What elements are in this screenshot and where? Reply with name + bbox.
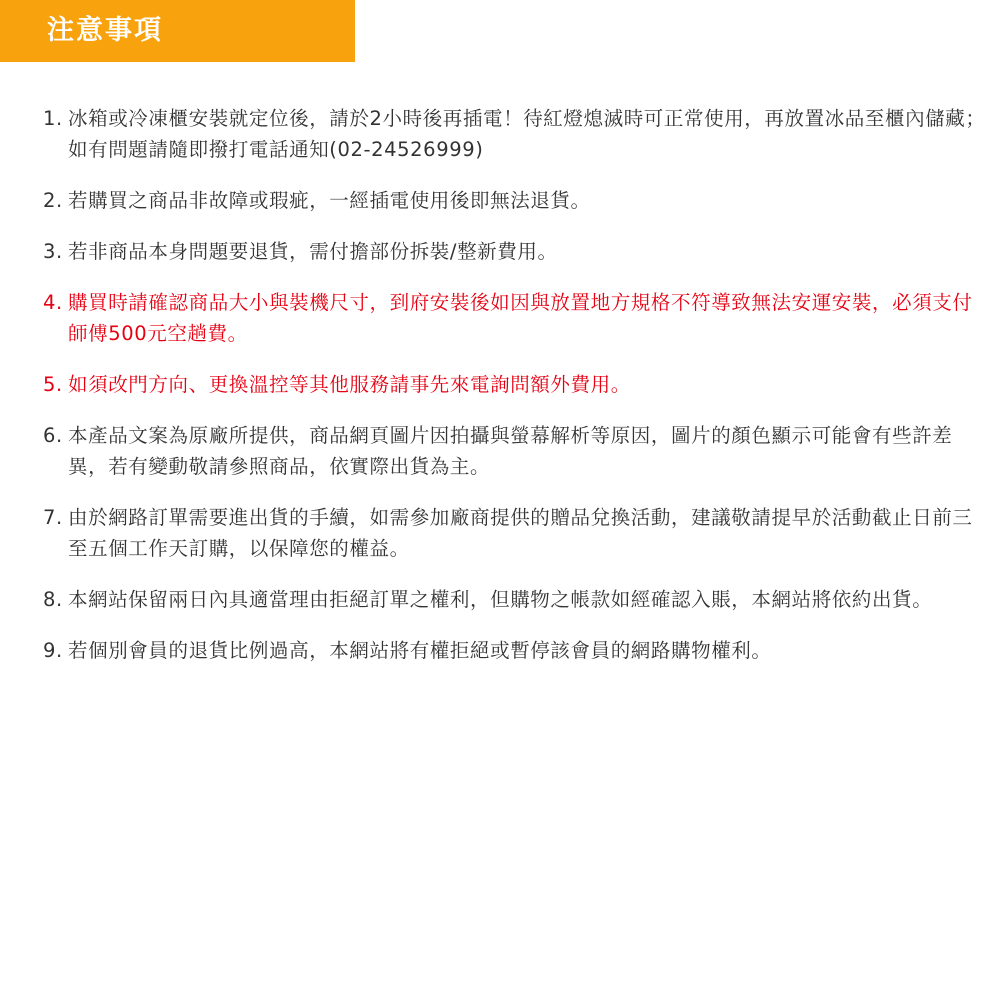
note-text: 如須改門方向、更換溫控等其他服務請事先來電詢問額外費用。 <box>68 373 631 396</box>
note-item-2 <box>0 185 1000 216</box>
note-text: 若購買之商品非故障或瑕疵，一經插電使用後即無法退貨。 <box>68 189 591 212</box>
note-number: 8. <box>43 588 63 611</box>
note-item-9 <box>0 635 1000 666</box>
section-title: 注意事項 <box>47 15 163 46</box>
note-text: 購買時請確認商品大小與裝機尺寸，到府安裝後如因與放置地方規格不符導致無法安運安裝，必須支付師傅500元空趟費。 <box>68 291 973 345</box>
note-number: 7. <box>43 506 63 529</box>
note-number: 1. <box>43 107 63 130</box>
note-number: 3. <box>43 240 63 263</box>
note-item-1 <box>0 103 1000 165</box>
note-text: 由於網路訂單需要進出貨的手續，如需參加廠商提供的贈品兌換活動，建議敬請提早於活動截止日前三至五個工作天訂購，以保障您的權益。 <box>68 506 973 560</box>
note-item-8 <box>0 584 1000 615</box>
note-item-6 <box>0 420 1000 482</box>
note-text: 若非商品本身問題要退貨，需付擔部份拆裝/整新費用。 <box>68 240 558 263</box>
section-header <box>0 0 355 62</box>
note-text: 若個別會員的退貨比例過高，本網站將有權拒絕或暫停該會員的網路購物權利。 <box>68 639 772 662</box>
note-text: 本產品文案為原廠所提供，商品網頁圖片因拍攝與螢幕解析等原因，圖片的顏色顯示可能會有些許差異，若有變動敬請參照商品，依實際出貨為主。 <box>68 424 953 478</box>
note-item-3 <box>0 236 1000 267</box>
note-number: 2. <box>43 189 63 212</box>
note-number: 5. <box>43 373 63 396</box>
note-item-4 <box>0 287 1000 349</box>
note-number: 6. <box>43 424 63 447</box>
note-number: 9. <box>43 639 63 662</box>
note-item-5 <box>0 369 1000 400</box>
note-number: 4. <box>43 291 63 314</box>
note-text: 本網站保留兩日內具適當理由拒絕訂單之權利，但購物之帳款如經確認入賬，本網站將依約出貨。 <box>68 588 933 611</box>
notes-list <box>0 103 1000 686</box>
note-item-7 <box>0 502 1000 564</box>
note-text: 冰箱或冷凍櫃安裝就定位後，請於2小時後再插電！待紅燈熄滅時可正常使用，再放置冰品至櫃內儲藏；如有問題請隨即撥打電話通知(02-24526999) <box>68 107 986 161</box>
